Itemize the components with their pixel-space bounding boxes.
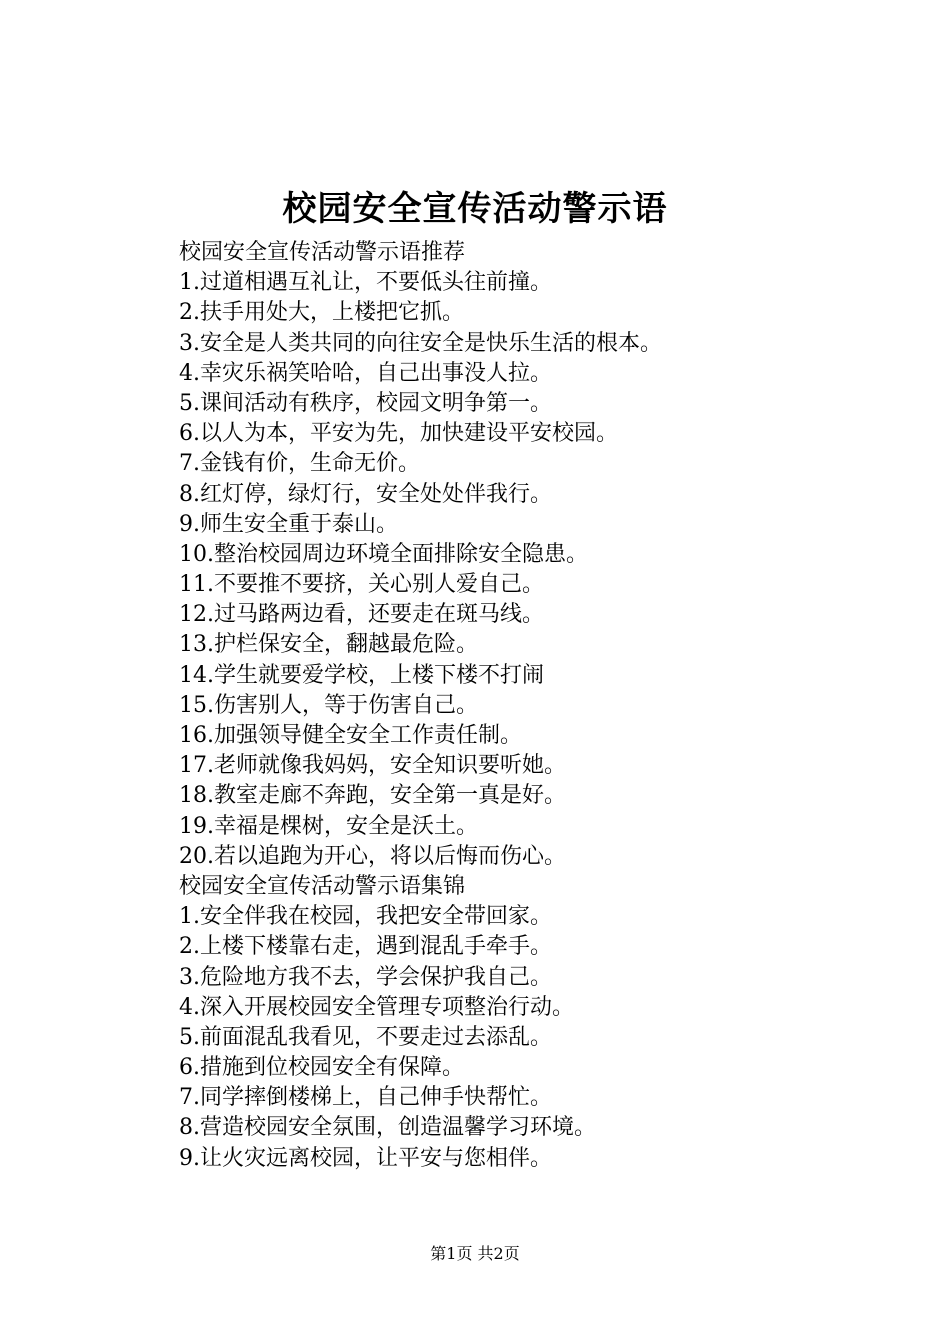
text-line: 17.老师就像我妈妈，安全知识要听她。 [179, 753, 566, 779]
text-line: 5.课间活动有秩序，校园文明争第一。 [179, 390, 552, 416]
text-line: 2.上楼下楼靠右走，遇到混乱手牵手。 [179, 934, 552, 960]
text-line: 15.伤害别人，等于伤害自己。 [179, 692, 478, 718]
document-body [179, 238, 819, 1174]
text-line: 1.安全伴我在校园，我把安全带回家。 [179, 904, 552, 930]
text-line: 3.安全是人类共同的向往安全是快乐生活的根本。 [179, 330, 662, 356]
text-line: 5.前面混乱我看见，不要走过去添乱。 [179, 1024, 552, 1050]
text-line: 3.危险地方我不去，学会保护我自己。 [179, 964, 552, 990]
text-line: 6.以人为本，平安为先，加快建设平安校园。 [179, 421, 618, 447]
text-line: 7.金钱有价，生命无价。 [179, 451, 420, 477]
text-line: 校园安全宣传活动警示语集锦 [179, 873, 466, 899]
text-line: 1.过道相遇互礼让，不要低头往前撞。 [179, 270, 552, 296]
text-line: 4.幸灾乐祸笑哈哈，自己出事没人拉。 [179, 360, 552, 386]
text-line: 19.幸福是棵树，安全是沃土。 [179, 813, 478, 839]
text-line: 2.扶手用处大，上楼把它抓。 [179, 300, 464, 326]
text-line: 6.措施到位校园安全有保障。 [179, 1055, 464, 1081]
text-line: 8.红灯停，绿灯行，安全处处伴我行。 [179, 481, 552, 507]
page-footer: 第1页 共2页 [430, 1244, 520, 1263]
text-line: 14.学生就要爱学校，上楼下楼不打闹 [179, 662, 544, 688]
text-line: 4.深入开展校园安全管理专项整治行动。 [179, 994, 574, 1020]
text-line: 10.整治校园周边环境全面排除安全隐患。 [179, 541, 588, 567]
text-line: 7.同学摔倒楼梯上，自己伸手快帮忙。 [179, 1085, 552, 1111]
text-line: 20.若以追跑为开心，将以后悔而伤心。 [179, 843, 566, 869]
text-line: 校园安全宣传活动警示语推荐 [179, 240, 466, 265]
document-title: 校园安全宣传活动警示语 [282, 189, 668, 229]
text-line: 9.让火灾远离校园，让平安与您相伴。 [179, 1145, 552, 1171]
text-line: 18.教室走廊不奔跑，安全第一真是好。 [179, 783, 566, 809]
text-line: 9.师生安全重于泰山。 [179, 511, 398, 537]
text-line: 16.加强领导健全安全工作责任制。 [179, 723, 522, 748]
text-line: 8.营造校园安全氛围，创造温馨学习环境。 [179, 1115, 596, 1141]
text-line: 12.过马路两边看，还要走在斑马线。 [179, 602, 544, 628]
text-line: 13.护栏保安全，翻越最危险。 [179, 632, 478, 658]
text-line: 11.不要推不要挤，关心别人爱自己。 [179, 572, 544, 598]
